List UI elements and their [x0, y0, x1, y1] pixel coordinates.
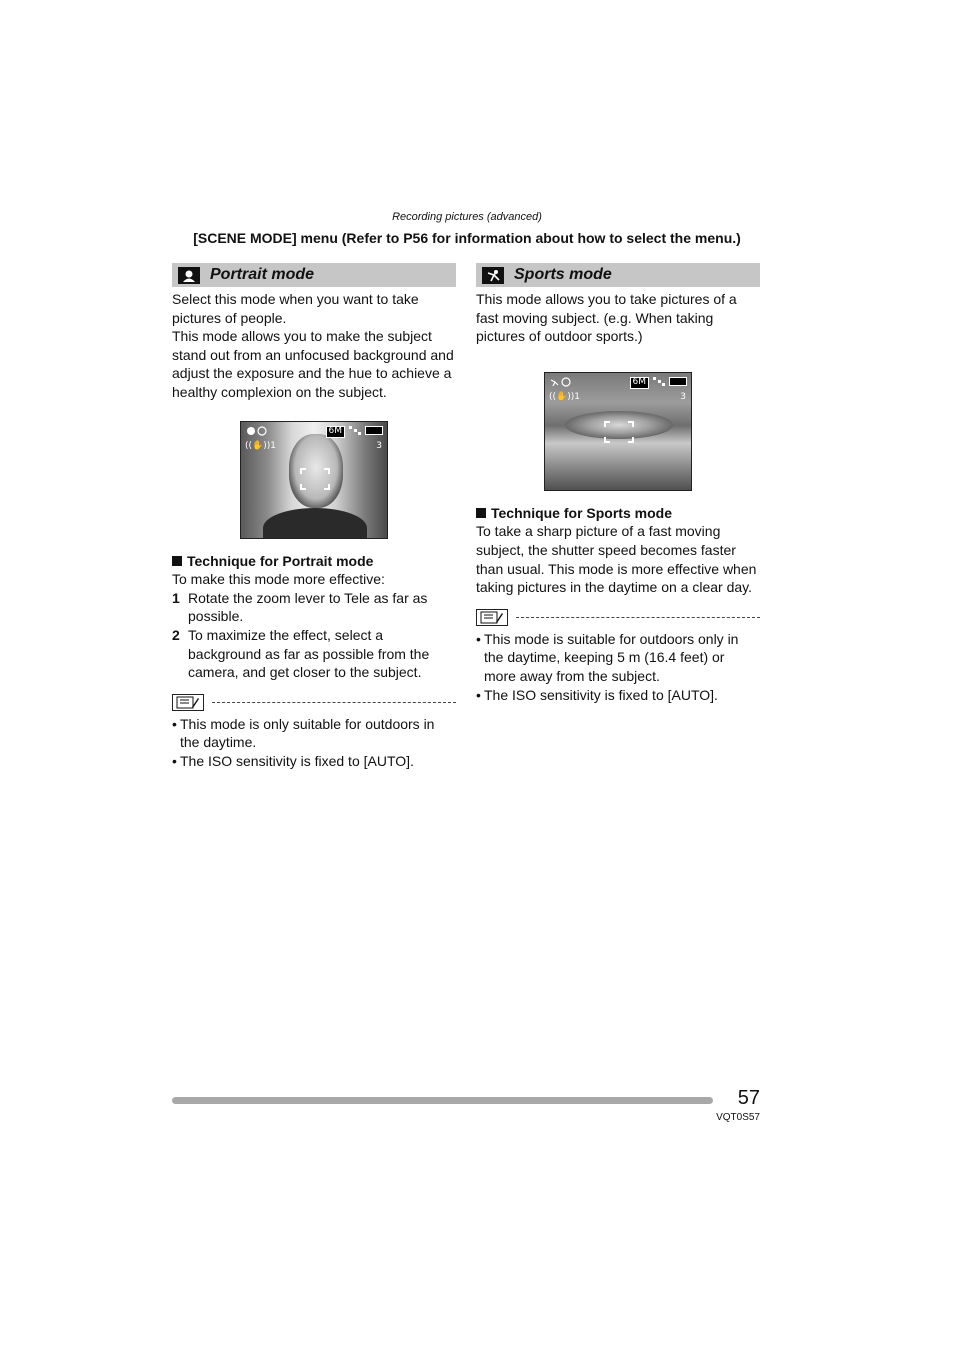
note-icon — [476, 609, 508, 626]
list-item: 2 To maximize the effect, select a background as far as possible from the camera, and get closer to the subject. — [172, 626, 430, 681]
sports-mode-icon — [482, 267, 504, 284]
portrait-section — [172, 263, 456, 771]
osd-status-icons — [326, 426, 384, 438]
portrait-osd-icon — [246, 426, 268, 436]
sports-notes — [476, 630, 760, 704]
portrait-section-header — [172, 263, 456, 287]
stabilizer-indicator: ((✋))1 — [245, 440, 276, 451]
list-item: 1 Rotate the zoom lever to Tele as far as possible. — [172, 589, 428, 625]
remaining-shots: 3 — [376, 440, 382, 451]
sports-section-header — [476, 263, 760, 287]
sports-section — [476, 263, 760, 704]
list-item: • This mode is only suitable for outdoors in the daytime. — [172, 715, 435, 751]
document-code: VQT0S57 — [716, 1112, 760, 1123]
portrait-steps — [172, 589, 456, 682]
af-area-frame — [300, 468, 330, 490]
stabilizer-indicator: ((✋))1 — [549, 391, 580, 402]
dashed-divider — [516, 617, 760, 618]
running-head: Recording pictures (advanced) — [392, 211, 542, 223]
list-item: • This mode is suitable for outdoors only in the daytime, keeping 5 m (16.4 feet) or more away from the subject. — [476, 630, 739, 684]
list-item: • The ISO sensitivity is fixed to [AUTO]. — [476, 686, 718, 703]
picture-size-indicator: 6M — [326, 426, 346, 438]
battery-icon — [669, 377, 687, 386]
portrait-technique-intro: To make this mode more effective: — [172, 571, 385, 588]
page-heading: [SCENE MODE] menu (Refer to P56 for information about how to select the menu.) — [193, 230, 741, 246]
remaining-shots: 3 — [680, 391, 686, 402]
square-bullet-icon — [476, 508, 486, 518]
portrait-mode-icon — [178, 267, 200, 284]
sports-osd-icon — [550, 377, 572, 387]
footer-bar — [172, 1097, 713, 1104]
portrait-technique-heading — [172, 552, 456, 571]
sports-technique-text: To take a sharp picture of a fast moving subject, the shutter speed becomes faster than usual. This mode is more effective when taking pictures in the daytime on a clear day. — [476, 523, 757, 596]
portrait-section-title: Portrait mode — [210, 266, 315, 283]
osd-mode-icons — [550, 377, 572, 390]
quality-icon — [349, 426, 361, 438]
page-number: 57 — [737, 1087, 760, 1109]
portrait-notes — [172, 715, 456, 771]
sports-intro: This mode allows you to take pictures of a fast moving subject. (e.g. When taking pictures of outdoor sports.) — [476, 291, 737, 345]
square-bullet-icon — [172, 556, 182, 566]
portrait-technique-title: Technique for Portrait mode — [187, 552, 374, 569]
portrait-intro — [172, 290, 456, 402]
quality-icon — [653, 377, 665, 389]
sports-technique-title: Technique for Sports mode — [491, 504, 672, 521]
sports-section-title: Sports mode — [514, 266, 612, 283]
list-item: • The ISO sensitivity is fixed to [AUTO]. — [172, 752, 414, 769]
osd-status-icons — [630, 377, 688, 389]
osd-mode-icons — [246, 426, 268, 439]
af-area-frame — [604, 421, 634, 443]
portrait-subject-body — [263, 508, 367, 539]
sports-sample-photo — [544, 372, 692, 491]
note-separator — [476, 609, 760, 627]
sports-technique-heading — [476, 504, 760, 523]
portrait-intro-line: This mode allows you to make the subject stand out from an unfocused background and adjust the exposure and the hue to achieve a healthy complexion on the subject. — [172, 328, 454, 400]
note-icon — [172, 694, 204, 711]
portrait-intro-line: Select this mode when you want to take pictures of people. — [172, 291, 419, 326]
portrait-sample-photo — [240, 421, 388, 539]
dashed-divider — [212, 702, 456, 703]
battery-icon — [365, 426, 383, 435]
note-separator — [172, 694, 456, 712]
picture-size-indicator: 6M — [630, 377, 650, 389]
